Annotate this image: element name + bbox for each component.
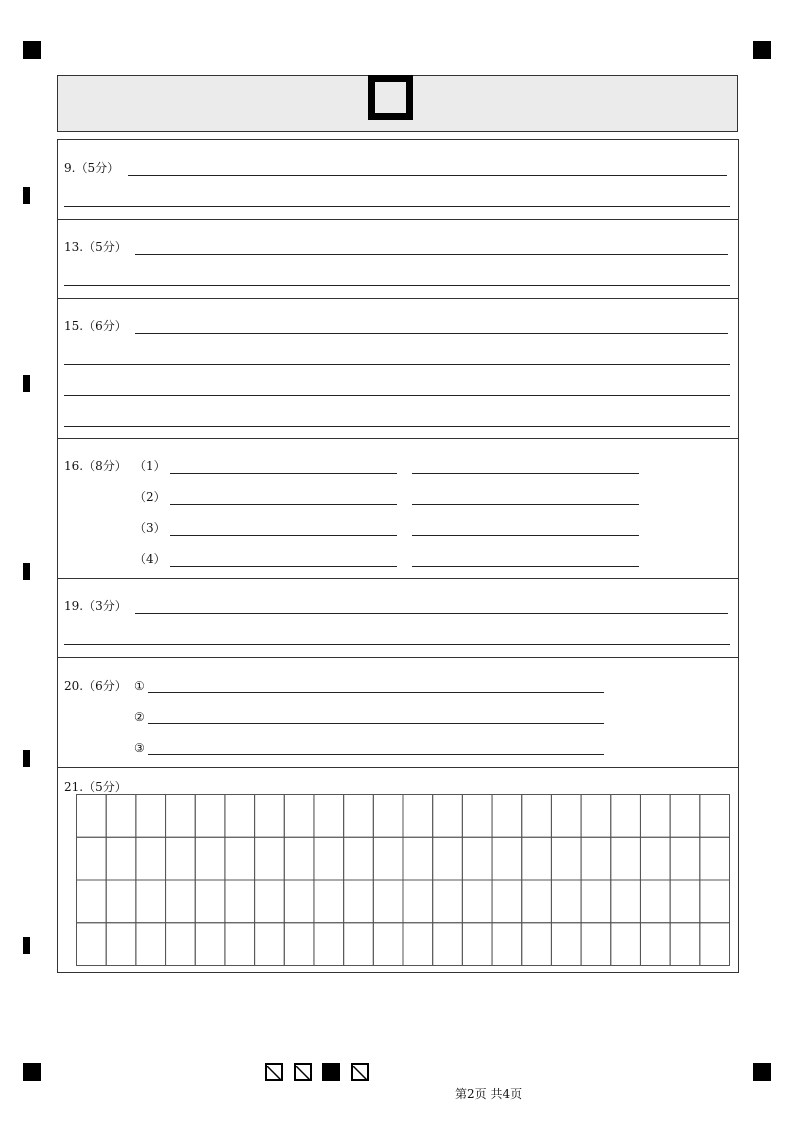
question-13-answer-line[interactable] — [64, 285, 730, 286]
question-16-label: 16.（8分） — [64, 459, 127, 473]
question-15-answer-line[interactable] — [64, 364, 730, 365]
grid-cell[interactable] — [611, 880, 641, 923]
grid-cell[interactable] — [106, 837, 136, 880]
question-21-label: 21.（5分） — [64, 780, 127, 794]
grid-cell[interactable] — [522, 923, 552, 966]
grid-cell[interactable] — [373, 837, 403, 880]
grid-cell[interactable] — [462, 795, 492, 838]
grid-cell[interactable] — [433, 795, 463, 838]
grid-cell[interactable] — [166, 923, 196, 966]
question-13-answer-line[interactable] — [135, 254, 728, 255]
grid-cell[interactable] — [284, 837, 314, 880]
grid-cell[interactable] — [373, 795, 403, 838]
crossed-box-icon — [267, 1066, 281, 1080]
question-16-part-4-blank-b[interactable] — [412, 566, 639, 567]
question-15-answer-line[interactable] — [135, 333, 728, 334]
question-19-answer-line[interactable] — [64, 644, 730, 645]
question-21-writing-grid[interactable] — [76, 794, 730, 966]
timing-mark-4 — [351, 1063, 369, 1081]
side-mark-3 — [23, 563, 30, 580]
grid-cell[interactable] — [611, 795, 641, 838]
grid-cell[interactable] — [492, 837, 522, 880]
grid-cell[interactable] — [670, 837, 700, 880]
header-locator-square — [368, 75, 413, 120]
side-mark-4 — [23, 750, 30, 767]
grid-cell[interactable] — [403, 880, 433, 923]
grid-cell[interactable] — [106, 923, 136, 966]
grid-cell[interactable] — [492, 795, 522, 838]
registration-mark-bottom-right — [753, 1063, 771, 1081]
question-16-part-3: （3） — [134, 521, 166, 535]
grid-cell[interactable] — [670, 880, 700, 923]
question-9-answer-line[interactable] — [64, 206, 730, 207]
grid-cell[interactable] — [670, 795, 700, 838]
grid-cell[interactable] — [225, 837, 255, 880]
grid-cell[interactable] — [136, 880, 166, 923]
grid-cell[interactable] — [551, 880, 581, 923]
grid-cell[interactable] — [551, 923, 581, 966]
question-20-part-3: ③ — [134, 741, 145, 755]
grid-cell[interactable] — [195, 880, 225, 923]
section-divider — [57, 578, 739, 579]
grid-cell[interactable] — [106, 880, 136, 923]
writing-grid-svg[interactable] — [76, 794, 730, 966]
grid-cell[interactable] — [284, 923, 314, 966]
grid-cell[interactable] — [314, 795, 344, 838]
question-15-label: 15.（6分） — [64, 319, 127, 333]
grid-cell[interactable] — [433, 923, 463, 966]
grid-cell[interactable] — [195, 837, 225, 880]
grid-cell[interactable] — [314, 880, 344, 923]
side-mark-1 — [23, 187, 30, 204]
page-number: 第2页 共4页 — [455, 1087, 523, 1101]
timing-mark-1 — [265, 1063, 283, 1081]
registration-mark-top-left — [23, 41, 41, 59]
grid-cell[interactable] — [166, 837, 196, 880]
timing-mark-2 — [294, 1063, 312, 1081]
registration-mark-bottom-left — [23, 1063, 41, 1081]
grid-cell[interactable] — [344, 837, 374, 880]
grid-cell[interactable] — [255, 923, 285, 966]
side-mark-5 — [23, 937, 30, 954]
question-16-part-2-blank-a[interactable] — [170, 504, 397, 505]
question-20-part-1: ① — [134, 679, 145, 693]
section-divider — [57, 298, 739, 299]
question-16-part-4: （4） — [134, 552, 166, 566]
grid-cell[interactable] — [700, 923, 730, 966]
grid-cell[interactable] — [136, 923, 166, 966]
grid-cell[interactable] — [640, 923, 670, 966]
grid-cell[interactable] — [611, 837, 641, 880]
question-16-part-3-blank-a[interactable] — [170, 535, 397, 536]
question-20-label: 20.（6分） — [64, 679, 127, 693]
grid-cell[interactable] — [551, 837, 581, 880]
question-19-label: 19.（3分） — [64, 599, 127, 613]
question-20-part-2-blank[interactable] — [148, 723, 604, 724]
grid-cell[interactable] — [492, 880, 522, 923]
grid-cell[interactable] — [166, 880, 196, 923]
grid-cell[interactable] — [373, 880, 403, 923]
timing-mark-3 — [322, 1063, 340, 1081]
grid-cell[interactable] — [403, 795, 433, 838]
grid-cell[interactable] — [581, 795, 611, 838]
grid-cell[interactable] — [314, 837, 344, 880]
question-16-part-3-blank-b[interactable] — [412, 535, 639, 536]
grid-cell[interactable] — [551, 795, 581, 838]
grid-cell[interactable] — [462, 923, 492, 966]
question-19-answer-line[interactable] — [135, 613, 728, 614]
grid-cell[interactable] — [522, 880, 552, 923]
section-divider — [57, 767, 739, 768]
grid-cell[interactable] — [195, 795, 225, 838]
grid-cell[interactable] — [522, 837, 552, 880]
grid-cell[interactable] — [225, 795, 255, 838]
registration-mark-top-right — [753, 41, 771, 59]
grid-cell[interactable] — [255, 837, 285, 880]
crossed-box-icon — [353, 1066, 367, 1080]
grid-cell[interactable] — [284, 880, 314, 923]
question-16-part-1: （1） — [134, 459, 166, 473]
grid-cell[interactable] — [522, 795, 552, 838]
crossed-box-icon — [296, 1066, 310, 1080]
grid-cell[interactable] — [581, 923, 611, 966]
grid-cell[interactable] — [195, 923, 225, 966]
question-20-part-2: ② — [134, 710, 145, 724]
grid-cell[interactable] — [433, 880, 463, 923]
grid-cell[interactable] — [284, 795, 314, 838]
grid-cell[interactable] — [462, 837, 492, 880]
grid-cell[interactable] — [136, 795, 166, 838]
grid-cell[interactable] — [403, 923, 433, 966]
grid-cell[interactable] — [225, 880, 255, 923]
question-13-label: 13.（5分） — [64, 240, 127, 254]
question-16-part-2: （2） — [134, 490, 166, 504]
grid-cell[interactable] — [255, 795, 285, 838]
grid-cell[interactable] — [77, 795, 107, 838]
grid-cell[interactable] — [462, 880, 492, 923]
grid-cell[interactable] — [640, 880, 670, 923]
question-16-part-2-blank-b[interactable] — [412, 504, 639, 505]
section-divider — [57, 219, 739, 220]
grid-cell[interactable] — [77, 837, 107, 880]
grid-cell[interactable] — [700, 837, 730, 880]
grid-cell[interactable] — [373, 923, 403, 966]
grid-cell[interactable] — [255, 880, 285, 923]
grid-cell[interactable] — [640, 837, 670, 880]
question-15-answer-line[interactable] — [64, 395, 730, 396]
grid-cell[interactable] — [344, 795, 374, 838]
grid-cell[interactable] — [700, 880, 730, 923]
grid-cell[interactable] — [344, 923, 374, 966]
grid-cell[interactable] — [106, 795, 136, 838]
grid-cell[interactable] — [700, 795, 730, 838]
grid-cell[interactable] — [77, 923, 107, 966]
grid-cell[interactable] — [581, 837, 611, 880]
grid-cell[interactable] — [640, 795, 670, 838]
grid-cell[interactable] — [314, 923, 344, 966]
side-mark-2 — [23, 375, 30, 392]
section-divider — [57, 438, 739, 439]
grid-cell[interactable] — [166, 795, 196, 838]
section-divider — [57, 657, 739, 658]
grid-cell[interactable] — [225, 923, 255, 966]
grid-cell[interactable] — [77, 880, 107, 923]
grid-cell[interactable] — [581, 880, 611, 923]
grid-cell[interactable] — [492, 923, 522, 966]
grid-cell[interactable] — [433, 837, 463, 880]
question-9-answer-line[interactable] — [128, 175, 727, 176]
grid-cell[interactable] — [403, 837, 433, 880]
question-9-label: 9.（5分） — [64, 161, 120, 175]
question-20-part-1-blank[interactable] — [148, 692, 604, 693]
question-15-answer-line[interactable] — [64, 426, 730, 427]
question-20-part-3-blank[interactable] — [148, 754, 604, 755]
grid-cell[interactable] — [136, 837, 166, 880]
grid-cell[interactable] — [611, 923, 641, 966]
question-16-part-1-blank-b[interactable] — [412, 473, 639, 474]
question-16-part-4-blank-a[interactable] — [170, 566, 397, 567]
question-16-part-1-blank-a[interactable] — [170, 473, 397, 474]
grid-cell[interactable] — [670, 923, 700, 966]
grid-cell[interactable] — [344, 880, 374, 923]
